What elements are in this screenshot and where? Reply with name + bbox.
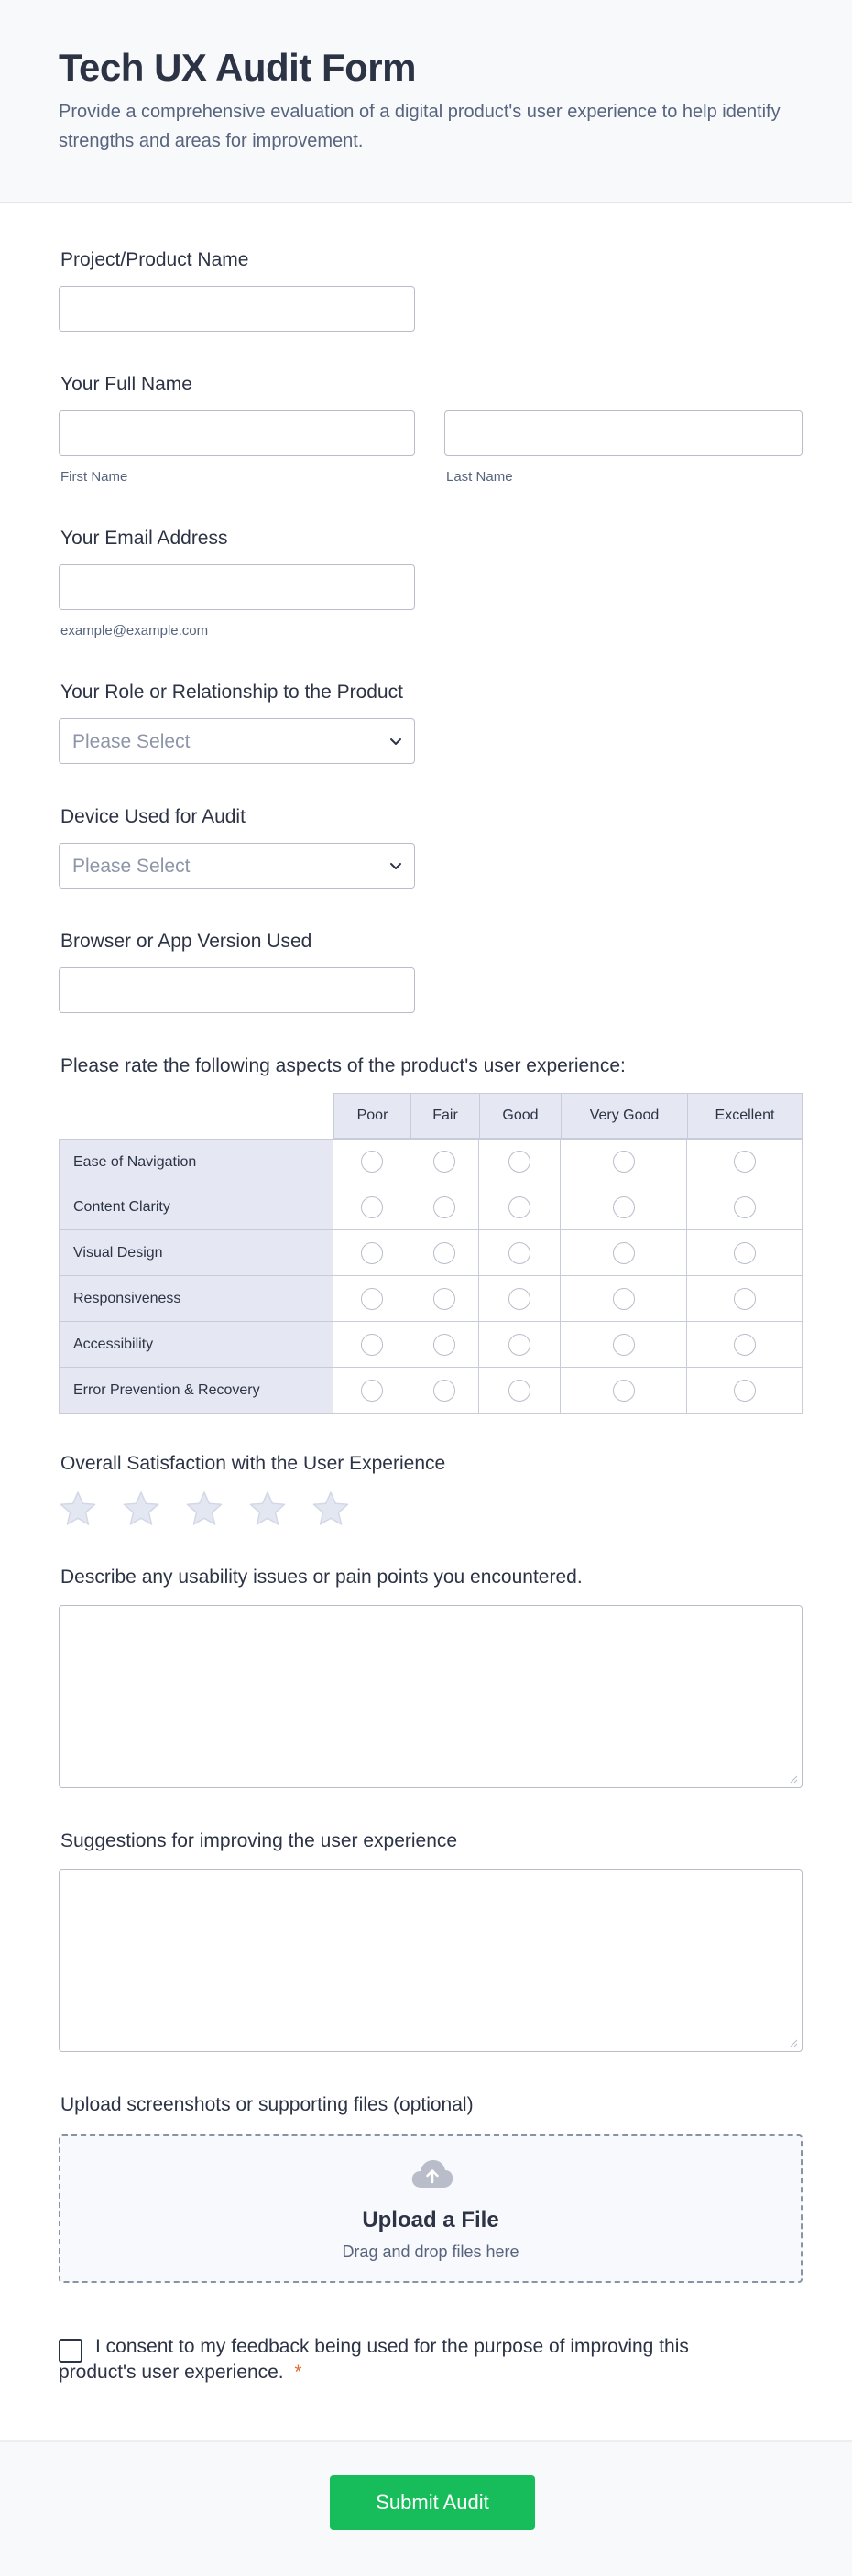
device-label: Device Used for Audit bbox=[60, 806, 246, 827]
matrix-cell bbox=[410, 1276, 479, 1322]
matrix-column-header: Good bbox=[479, 1093, 562, 1139]
matrix-cell bbox=[479, 1139, 561, 1184]
role-select-placeholder: Please Select bbox=[72, 731, 191, 752]
matrix-cell bbox=[479, 1368, 561, 1414]
matrix-radio[interactable] bbox=[613, 1242, 635, 1264]
last-name-sublabel: Last Name bbox=[446, 469, 513, 485]
satisfaction-label: Overall Satisfaction with the User Experience bbox=[60, 1453, 446, 1474]
matrix-row-label: Ease of Navigation bbox=[59, 1139, 333, 1184]
upload-hint: Drag and drop files here bbox=[342, 2243, 519, 2261]
matrix-cell bbox=[561, 1230, 687, 1276]
matrix-row-label: Accessibility bbox=[59, 1322, 333, 1368]
matrix-radio[interactable] bbox=[613, 1380, 635, 1402]
upload-label: Upload screenshots or supporting files (optional) bbox=[60, 2094, 474, 2115]
matrix-radio[interactable] bbox=[613, 1334, 635, 1356]
matrix-cell bbox=[479, 1230, 561, 1276]
matrix-row-label: Content Clarity bbox=[59, 1184, 333, 1230]
device-select-placeholder: Please Select bbox=[72, 856, 191, 877]
star-icon[interactable] bbox=[248, 1490, 287, 1528]
matrix-column-header: Fair bbox=[410, 1093, 480, 1139]
matrix-cell bbox=[333, 1368, 410, 1414]
required-mark: * bbox=[294, 2362, 302, 2383]
first-name-sublabel: First Name bbox=[60, 469, 128, 485]
matrix-column-header: Excellent bbox=[687, 1093, 803, 1139]
matrix-radio[interactable] bbox=[508, 1196, 530, 1218]
star-icon[interactable] bbox=[122, 1490, 160, 1528]
matrix-radio[interactable] bbox=[613, 1151, 635, 1173]
form-title: Tech UX Audit Form bbox=[59, 46, 416, 89]
matrix-radio[interactable] bbox=[433, 1151, 455, 1173]
matrix-cell bbox=[410, 1368, 479, 1414]
matrix-radio[interactable] bbox=[613, 1196, 635, 1218]
device-select[interactable] bbox=[59, 843, 415, 889]
email-label: Your Email Address bbox=[60, 528, 228, 549]
matrix-radio[interactable] bbox=[508, 1151, 530, 1173]
suggestions-label: Suggestions for improving the user experience bbox=[60, 1830, 458, 1851]
matrix-radio[interactable] bbox=[433, 1196, 455, 1218]
star-icon[interactable] bbox=[59, 1490, 97, 1528]
matrix-radio[interactable] bbox=[734, 1151, 756, 1173]
upload-title: Upload a File bbox=[362, 2208, 499, 2232]
submit-button[interactable]: Submit Audit bbox=[330, 2475, 535, 2530]
form-header bbox=[0, 0, 852, 203]
matrix-radio[interactable] bbox=[433, 1288, 455, 1310]
matrix-radio[interactable] bbox=[361, 1242, 383, 1264]
browser-version-input[interactable] bbox=[59, 967, 415, 1013]
matrix-cell bbox=[333, 1184, 410, 1230]
matrix-radio[interactable] bbox=[433, 1334, 455, 1356]
matrix-cell bbox=[561, 1184, 687, 1230]
full-name-label: Your Full Name bbox=[60, 374, 192, 395]
matrix-radio[interactable] bbox=[361, 1288, 383, 1310]
role-select[interactable] bbox=[59, 718, 415, 764]
matrix-cell bbox=[561, 1276, 687, 1322]
matrix-cell bbox=[333, 1322, 410, 1368]
email-input[interactable] bbox=[59, 564, 415, 610]
matrix-cell bbox=[333, 1139, 410, 1184]
matrix-cell bbox=[410, 1139, 479, 1184]
matrix-cell bbox=[410, 1184, 479, 1230]
first-name-input[interactable] bbox=[59, 410, 415, 456]
matrix-row-label: Responsiveness bbox=[59, 1276, 333, 1322]
suggestions-textarea[interactable] bbox=[59, 1869, 803, 2052]
consent-label bbox=[59, 2334, 755, 2385]
resize-grip-icon[interactable] bbox=[789, 2038, 798, 2047]
form-subtitle: Provide a comprehensive evaluation of a digital product's user experience to help identify strengths and areas for improvement. bbox=[59, 102, 781, 151]
matrix-radio[interactable] bbox=[361, 1380, 383, 1402]
chevron-down-icon bbox=[388, 734, 403, 748]
matrix-radio[interactable] bbox=[361, 1151, 383, 1173]
cloud-upload-icon bbox=[410, 2156, 454, 2189]
matrix-radio[interactable] bbox=[433, 1242, 455, 1264]
matrix-cell bbox=[687, 1139, 803, 1184]
matrix-radio[interactable] bbox=[508, 1380, 530, 1402]
issues-textarea[interactable] bbox=[59, 1605, 803, 1788]
file-upload-dropzone[interactable] bbox=[59, 2134, 803, 2283]
resize-grip-icon[interactable] bbox=[789, 1774, 798, 1784]
last-name-input[interactable] bbox=[444, 410, 803, 456]
browser-label: Browser or App Version Used bbox=[60, 931, 312, 952]
matrix-column-header: Very Good bbox=[561, 1093, 688, 1139]
matrix-cell bbox=[561, 1322, 687, 1368]
chevron-down-icon bbox=[388, 858, 403, 873]
matrix-radio[interactable] bbox=[508, 1334, 530, 1356]
matrix-cell bbox=[561, 1139, 687, 1184]
matrix-radio[interactable] bbox=[613, 1288, 635, 1310]
project-name-input[interactable] bbox=[59, 286, 415, 332]
matrix-radio[interactable] bbox=[734, 1288, 756, 1310]
star-icon[interactable] bbox=[311, 1490, 350, 1528]
matrix-radio[interactable] bbox=[361, 1196, 383, 1218]
matrix-radio[interactable] bbox=[734, 1196, 756, 1218]
matrix-cell bbox=[410, 1322, 479, 1368]
form-footer bbox=[0, 2440, 852, 2576]
matrix-cell bbox=[410, 1230, 479, 1276]
matrix-cell bbox=[479, 1276, 561, 1322]
matrix-radio[interactable] bbox=[508, 1242, 530, 1264]
matrix-cell bbox=[687, 1276, 803, 1322]
matrix-cell bbox=[333, 1230, 410, 1276]
email-sublabel: example@example.com bbox=[60, 623, 209, 639]
matrix-cell bbox=[479, 1322, 561, 1368]
project-name-label: Project/Product Name bbox=[60, 249, 249, 270]
consent-text: I consent to my feedback being used for the purpose of improving this product's user experience. bbox=[59, 2336, 689, 2383]
matrix-radio[interactable] bbox=[361, 1334, 383, 1356]
matrix-radio[interactable] bbox=[433, 1380, 455, 1402]
role-label: Your Role or Relationship to the Product bbox=[60, 682, 403, 703]
matrix-radio[interactable] bbox=[734, 1242, 756, 1264]
rating-matrix bbox=[59, 1093, 803, 1414]
matrix-radio[interactable] bbox=[508, 1288, 530, 1310]
star-icon[interactable] bbox=[185, 1490, 224, 1528]
matrix-cell bbox=[561, 1368, 687, 1414]
matrix-label: Please rate the following aspects of the product's user experience: bbox=[60, 1055, 626, 1076]
matrix-row-label: Visual Design bbox=[59, 1230, 333, 1276]
matrix-cell bbox=[687, 1368, 803, 1414]
matrix-cell bbox=[687, 1230, 803, 1276]
matrix-radio[interactable] bbox=[734, 1334, 756, 1356]
matrix-column-header: Poor bbox=[333, 1093, 411, 1139]
matrix-cell bbox=[687, 1322, 803, 1368]
matrix-cell bbox=[333, 1276, 410, 1322]
matrix-cell bbox=[687, 1184, 803, 1230]
matrix-row-label: Error Prevention & Recovery bbox=[59, 1368, 333, 1414]
issues-label: Describe any usability issues or pain points you encountered. bbox=[60, 1566, 583, 1588]
matrix-radio[interactable] bbox=[734, 1380, 756, 1402]
matrix-cell bbox=[479, 1184, 561, 1230]
